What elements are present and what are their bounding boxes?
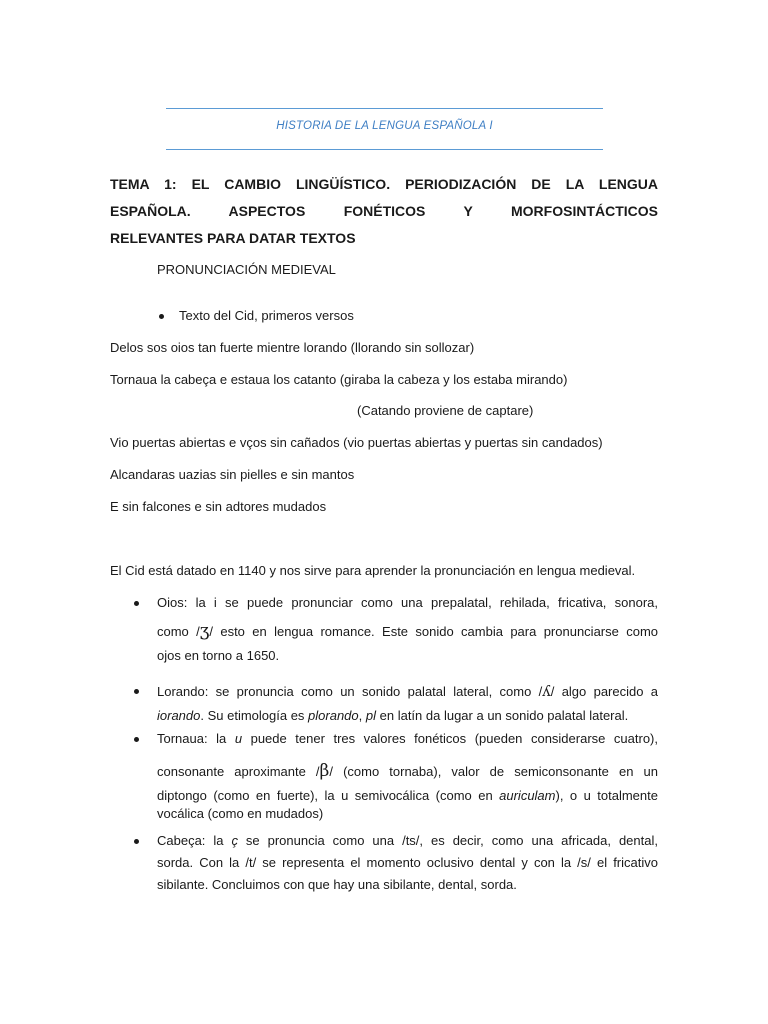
intro-paragraph: El Cid está datado en 1140 y nos sirve para aprender la pronunciación en lengua medieval.	[110, 563, 636, 578]
bullet-dot	[134, 601, 139, 606]
list-item-lorando	[157, 682, 658, 725]
document-title	[110, 171, 658, 252]
verse-1: Delos sos oios tan fuerte mientre lorando (llorando sin sollozar)	[110, 340, 475, 355]
cabeca-line-2: sorda. Con la /t/ se representa el momento oclusivo dental y con la /s/ el fricativo	[157, 855, 658, 870]
tornaua-line-4: vocálica (como en mudados)	[157, 806, 324, 821]
cabeca-line-1: Cabeça: la ç se pronuncia como una /ts/, es decir, como una africada, dental,	[157, 833, 658, 848]
bullet-dot	[134, 689, 139, 694]
verse-4: Alcandaras uazias sin pielles e sin mantos	[110, 467, 355, 482]
verse-5: E sin falcones e sin adtores mudados	[110, 499, 327, 514]
list-item-cabeca	[157, 832, 658, 896]
header-bottom-rule	[166, 149, 603, 150]
title-line-3: RELEVANTES PARA DATAR TEXTOS	[110, 230, 356, 246]
bullet-dot	[134, 839, 139, 844]
lorando-line-1: Lorando: se pronuncia como un sonido palatal lateral, como /ʎ/ algo parecido a	[157, 682, 658, 700]
tornaua-line-2: consonante aproximante /β/ (como tornaba), valor de semiconsonante en un	[157, 761, 658, 781]
running-header: HISTORIA DE LA LENGUA ESPAÑOLA I	[276, 120, 493, 132]
title-line-2: ESPAÑOLA. ASPECTOS FONÉTICOS Y MORFOSINTÁCTICOS	[110, 203, 658, 219]
header-top-rule	[166, 108, 603, 109]
lorando-line-2: iorando. Su etimología es plorando, pl en latín da lugar a un sonido palatal lateral.	[157, 708, 629, 723]
ipa-symbol: ʎ	[542, 682, 551, 700]
bullet-dot	[159, 314, 164, 319]
oios-line-3: ojos en torno a 1650.	[157, 648, 280, 663]
verse-3: Vio puertas abiertas e vços sin cañados (vio puertas abiertas y puertas sin candados)	[110, 435, 603, 450]
list-item-oios	[157, 594, 658, 665]
verse-note: (Catando proviene de captare)	[357, 403, 534, 418]
list-item-tornaua	[157, 730, 658, 823]
title-line-1: TEMA 1: EL CAMBIO LINGÜÍSTICO. PERIODIZACIÓN DE LA LENGUA	[110, 176, 658, 192]
tornaua-line-1: Tornaua: la u puede tener tres valores fonéticos (pueden considerarse cuatro),	[157, 731, 659, 746]
ipa-symbol: ʒ	[199, 621, 210, 641]
oios-line-2: como /ʒ/ esto en lengua romance. Este sonido cambia para pronunciarse como	[157, 621, 659, 641]
bullet-dot	[134, 737, 139, 742]
cabeca-line-3: sibilante. Concluimos con que hay una sibilante, dental, sorda.	[157, 877, 517, 892]
cid-bullet-text: Texto del Cid, primeros versos	[179, 308, 354, 323]
tornaua-line-3: diptongo (como en fuerte), la u semivocálica (como en auriculam), o u totalmente	[157, 788, 658, 803]
oios-line-1: Oios: la i se puede pronunciar como una prepalatal, rehilada, fricativa, sonora,	[157, 595, 658, 610]
section-subtitle: PRONUNCIACIÓN MEDIEVAL	[157, 262, 336, 277]
verse-2: Tornaua la cabeça e estaua los catanto (giraba la cabeza y los estaba mirando)	[110, 372, 568, 387]
ipa-symbol: β	[319, 761, 330, 781]
